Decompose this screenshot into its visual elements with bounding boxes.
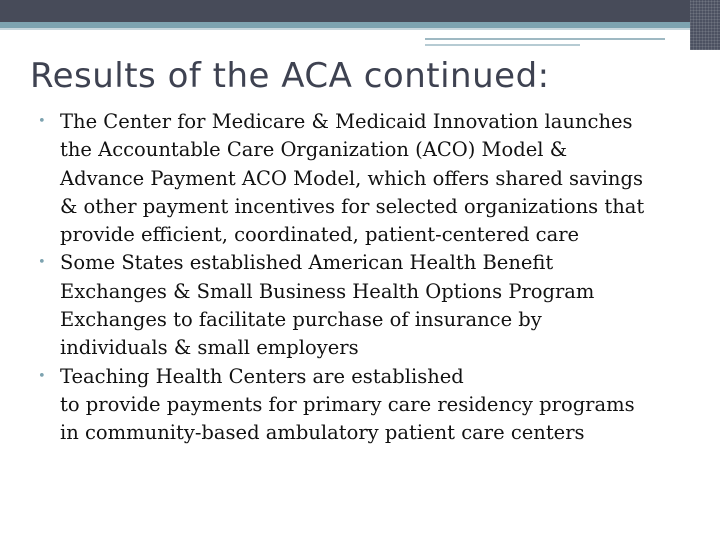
bullet-item-1 <box>38 108 698 249</box>
bullet-line: the Accountable Care Organization (ACO) Model & <box>60 138 568 162</box>
bullet-line: provide efficient, coordinated, patient-centered care <box>60 223 580 247</box>
bullet-item-3 <box>38 363 698 448</box>
bullet-line: individuals & small employers <box>60 336 359 360</box>
top-band <box>0 0 720 22</box>
bullet-line: Advance Payment ACO Model, which offers shared savings <box>60 166 643 190</box>
bullet-line: & other payment incentives for selected organizations that <box>60 194 645 218</box>
corner-texture-block <box>690 0 720 50</box>
bullet-line: in community-based ambulatory patient care centers <box>60 421 585 445</box>
bullet-marker: • <box>38 114 46 129</box>
bullet-line: Teaching Health Centers are established <box>60 364 464 388</box>
accent-line-light <box>0 28 690 30</box>
bullet-marker: • <box>38 368 46 384</box>
bullet-line: Some States established American Health Benefit <box>60 251 554 275</box>
slide-title: Results of the ACA continued: <box>30 56 550 96</box>
bullet-marker: • <box>38 255 46 271</box>
bullet-line: The Center for Medicare & Medicaid Innovation launches <box>60 110 633 133</box>
bullet-line: Exchanges & Small Business Health Options Program <box>60 279 595 303</box>
bullet-line: to provide payments for primary care residency programs <box>60 392 635 416</box>
bullet-item-2 <box>38 249 698 362</box>
bullet-line: Exchanges to facilitate purchase of insurance by <box>60 308 542 332</box>
decorative-rule-upper <box>425 38 665 40</box>
decorative-rule-lower <box>425 44 580 46</box>
bullet-list <box>38 108 698 448</box>
